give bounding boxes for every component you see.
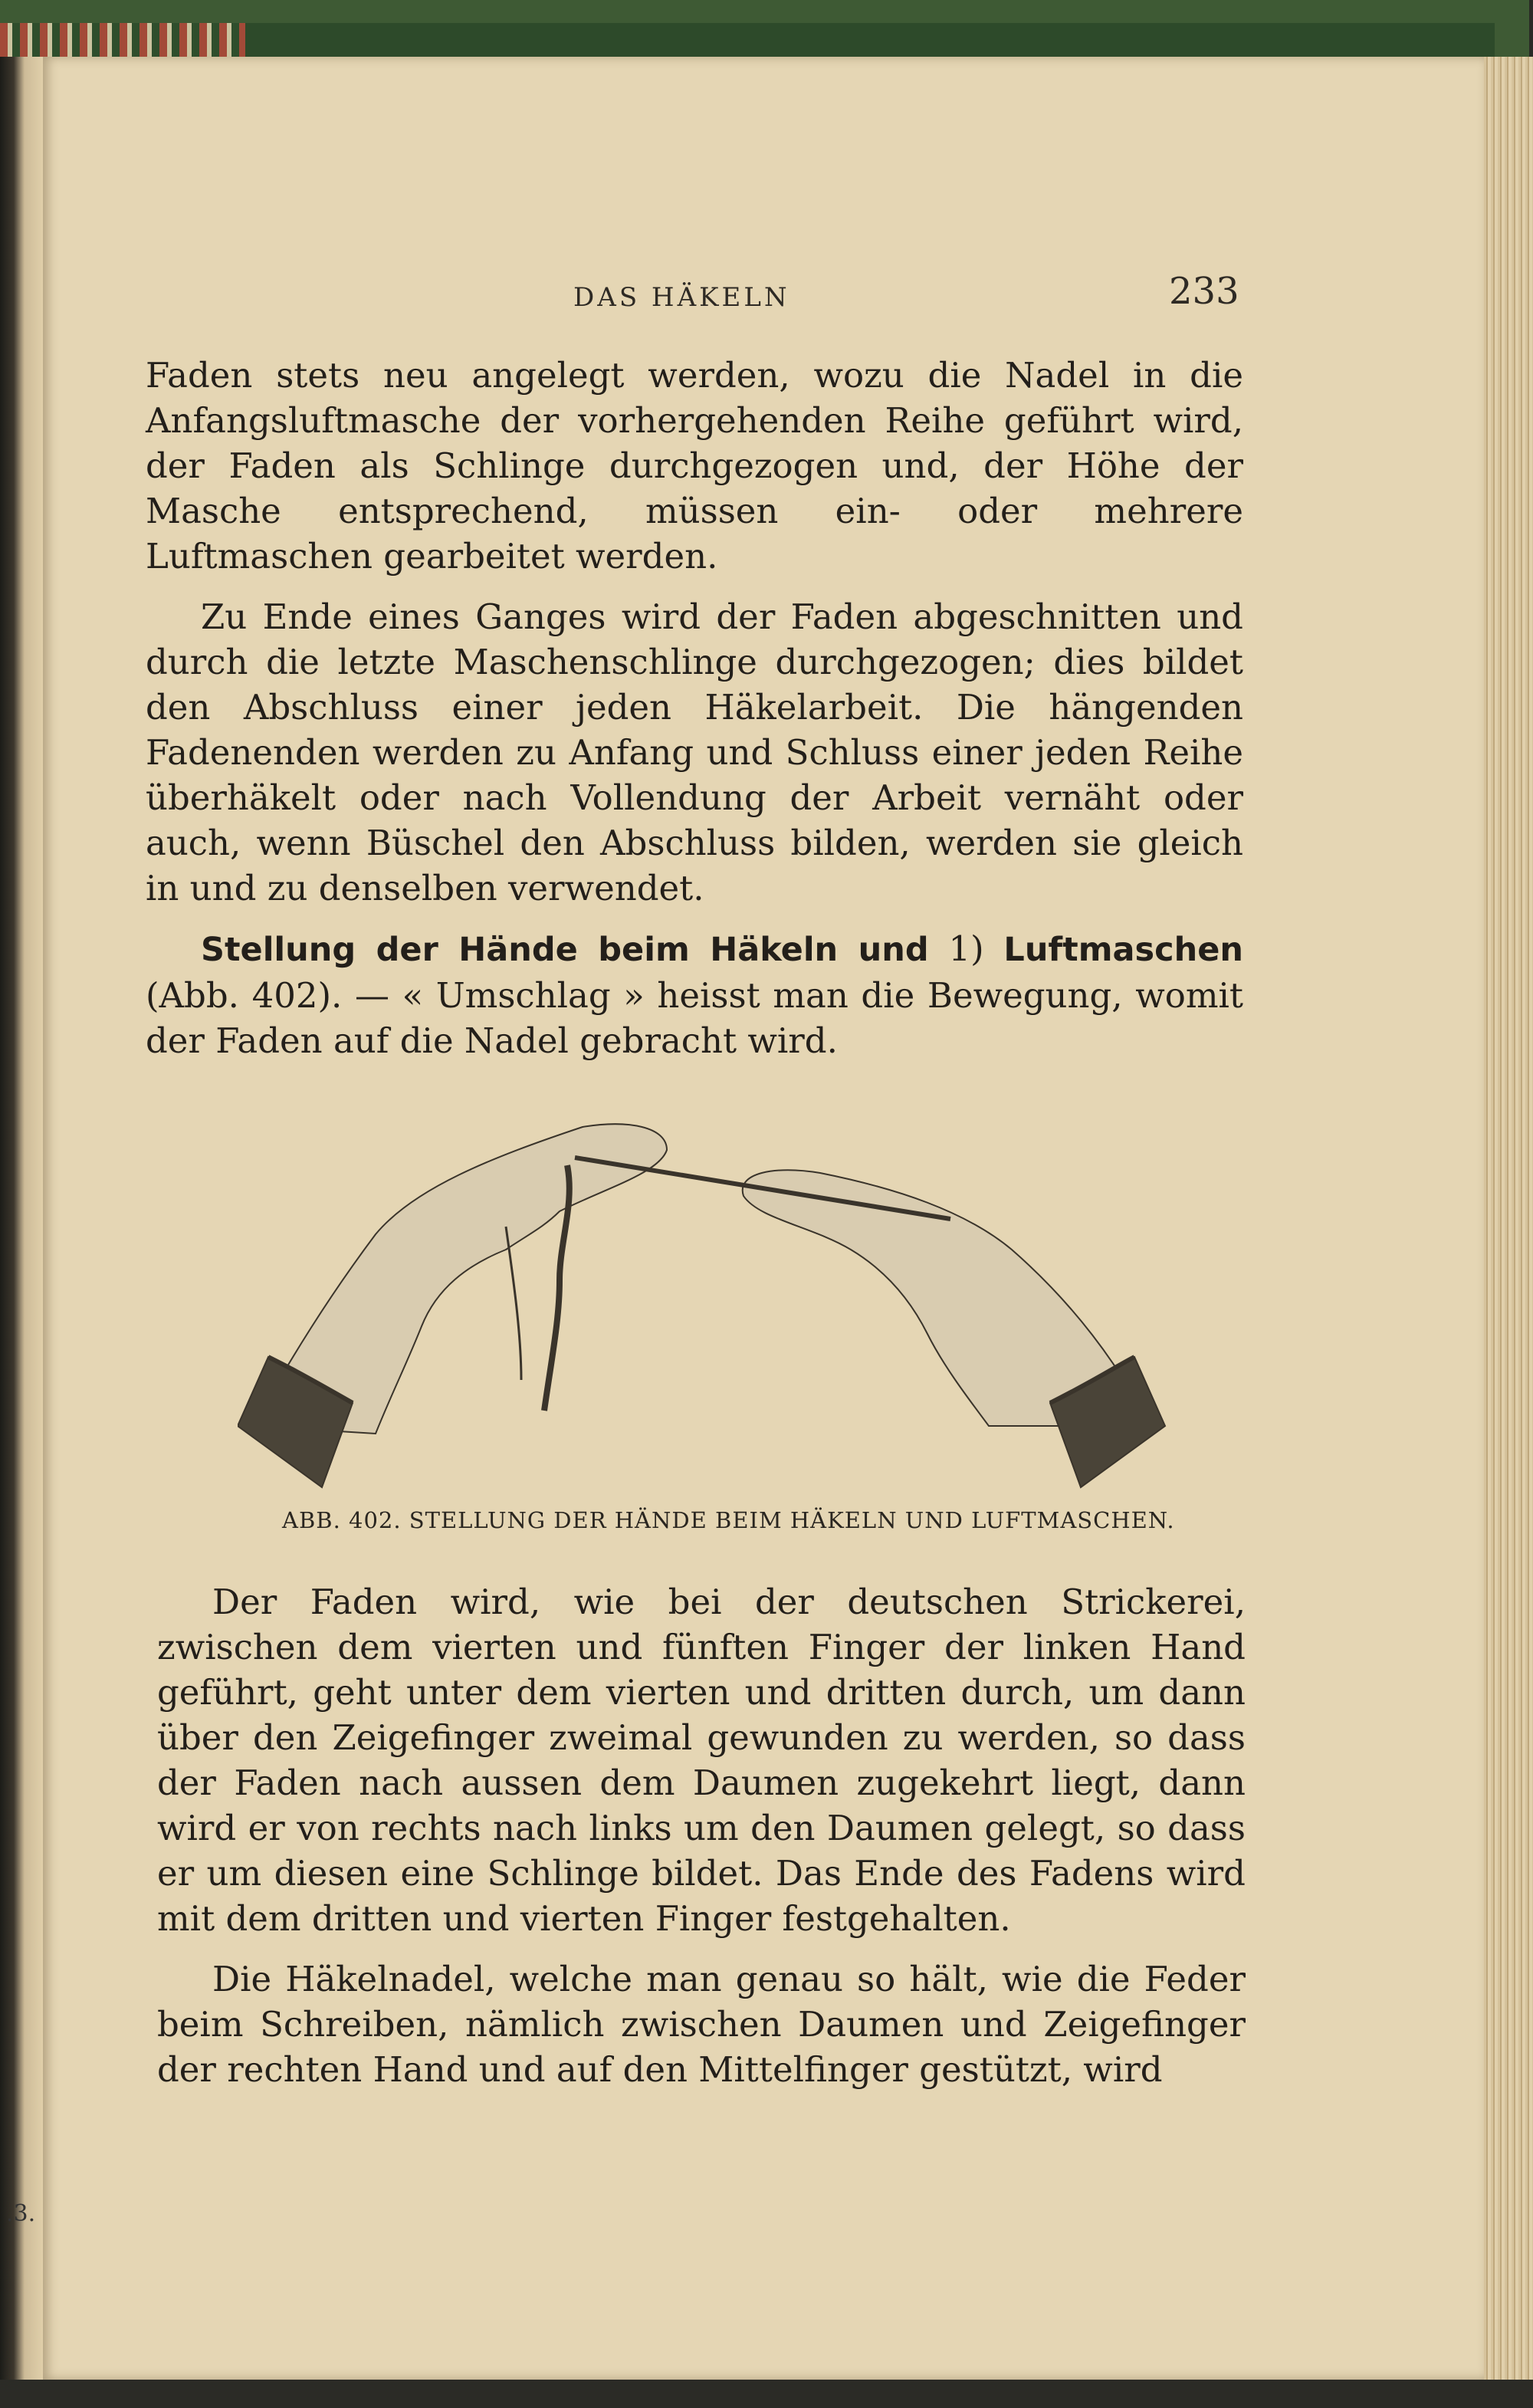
section-body: (Abb. 402). — « Umschlag » heisst man die Bewegung, womit der Faden auf die Nadel gebracht wird. (146, 975, 1243, 1061)
section-heading: Stellung der Hände beim Häkeln und (201, 931, 929, 969)
section-heading-title: Luftmaschen (1003, 931, 1243, 969)
page-edges (1484, 57, 1533, 2380)
figure-caption: ABB. 402. STELLUNG DER HÄNDE BEIM HÄKELN UND LUFTMASCHEN. (282, 1507, 1175, 1533)
text-block-top (146, 353, 1243, 1063)
paragraph-3: Der Faden wird, wie bei der deutschen Strickerei, zwischen dem vierten und fünften Finger der linken Hand geführt, geht unter dem vierten und dritten durch, um dann über den Zeigefinger zweimal gewunden zu werden, so dass der Faden nach aussen dem Daumen zugekehrt liegt, dann wird er von rechts nach links um den Daumen gelegt, so dass er um diesen eine Schlinge bildet. Das Ende des Fadens wird mit dem dritten und vierten Finger festgehalten. (157, 1582, 1246, 1939)
crochet-hands-illustration (238, 1104, 1180, 1518)
running-head: DAS HÄKELN (573, 282, 790, 313)
paragraph-4: Die Häkelnadel, welche man genau so hält, wie die Feder beim Schreiben, nämlich zwischen Daumen und Zeigefinger der rechten Hand und auf den Mittelfinger gestützt, wird (157, 1959, 1246, 2090)
background-strip (0, 2380, 1533, 2408)
text-block-bottom (157, 1579, 1246, 2107)
section-paragraph (146, 926, 1243, 1063)
facing-page-edge (0, 57, 43, 2380)
page-number: 233 (1169, 270, 1239, 313)
section-heading-number: 1) (948, 928, 984, 969)
paragraph-2: Zu Ende eines Ganges wird der Faden abgeschnitten und durch die letzte Maschenschlinge durchgezogen; dies bildet den Abschluss einer jeden Häkelarbeit. Die hängenden Fadenenden werden zu Anfang und Schluss einer jeden Reihe überhäkelt oder nach Vollendung der Arbeit vernäht oder auch, wenn Büschel den Abschluss bilden, werden sie gleich in und zu denselben verwendet. (146, 596, 1243, 908)
paragraph-1: Faden stets neu angelegt werden, wozu die Nadel in die Anfangsluftmasche der vorhergehenden Reihe geführt wird, der Faden als Schlinge durchgezogen und, der Höhe der Masche entsprechend, müssen ein- oder mehrere Luftmaschen gearbeitet werden. (146, 355, 1243, 577)
cover-ornament (0, 23, 245, 57)
margin-note: .3. (6, 2200, 36, 2227)
thread-end (506, 1227, 521, 1380)
